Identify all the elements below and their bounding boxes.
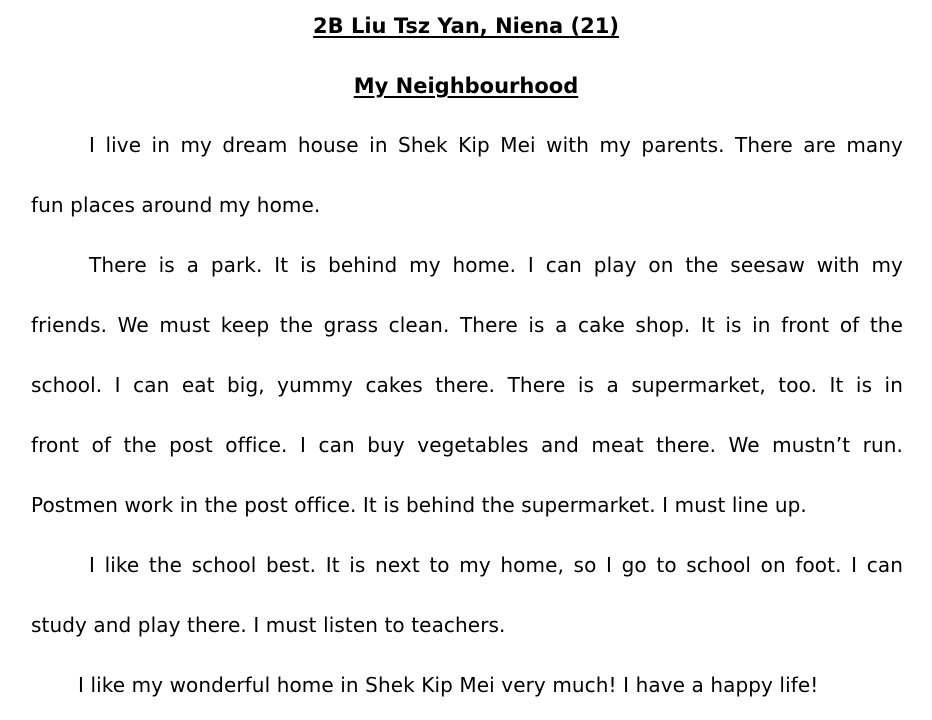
paragraph-2-line-3: school. I can eat big, yummy cakes there. There is a supermarket, too. It is in xyxy=(31,373,903,397)
author-line: 2B Liu Tsz Yan, Niena (21) xyxy=(313,14,619,38)
paragraph-1-line-1: I live in my dream house in Shek Kip Mei with my parents. There are many xyxy=(89,133,903,157)
paragraph-3-line-1: I like the school best. It is next to my home, so I go to school on foot. I can xyxy=(89,553,903,577)
paragraph-1-line-2: fun places around my home. xyxy=(31,193,321,217)
paragraph-2-line-4: front of the post office. I can buy vegetables and meat there. We mustn’t run. xyxy=(31,433,903,457)
paragraph-2-line-5: Postmen work in the post office. It is behind the supermarket. I must line up. xyxy=(31,493,807,517)
paragraph-3-line-2: study and play there. I must listen to teachers. xyxy=(31,613,506,637)
document-title: My Neighbourhood xyxy=(353,74,579,98)
paragraph-2-line-1: There is a park. It is behind my home. I can play on the seesaw with my xyxy=(89,253,903,277)
closing-line: I like my wonderful home in Shek Kip Mei very much! I have a happy life! xyxy=(78,673,819,697)
paragraph-2-line-2: friends. We must keep the grass clean. There is a cake shop. It is in front of the xyxy=(31,313,903,337)
